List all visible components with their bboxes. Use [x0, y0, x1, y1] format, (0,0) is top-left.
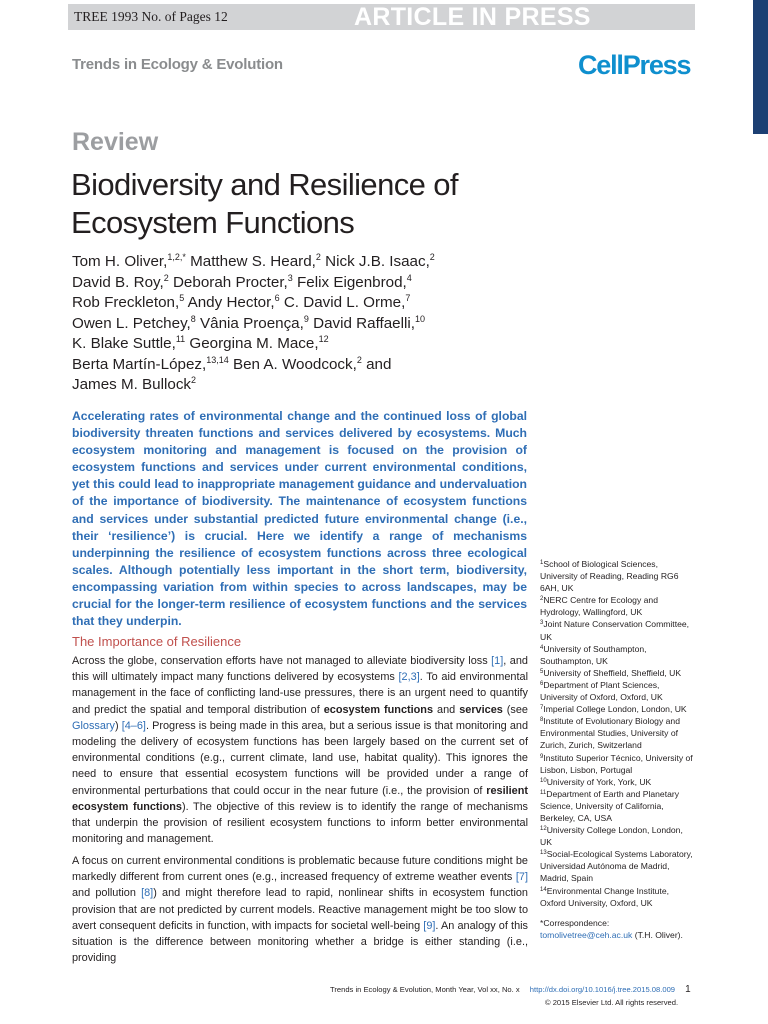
title-line-2: Ecosystem Functions	[71, 205, 355, 240]
citation-link[interactable]: [1]	[491, 655, 504, 667]
affiliation-number: 12	[540, 826, 547, 833]
glossary-term: ecosystem functions	[323, 703, 434, 716]
author-affiliation-marker: 13,14	[206, 354, 229, 365]
author-name: Felix Eigenbrod,	[297, 273, 407, 291]
footer-doi-link[interactable]: http://dx.doi.org/10.1016/j.tree.2015.08.009	[529, 985, 676, 994]
footer-citation: Trends in Ecology & Evolution, Month Year, Vol xx, No. x	[330, 985, 520, 994]
affiliation-number: 7	[540, 705, 544, 712]
section-heading: The Importance of Resilience	[72, 634, 242, 649]
affiliation-text: University College London, London, UK	[540, 825, 683, 848]
paragraph-text: and pollution	[72, 887, 142, 900]
affiliation-item	[540, 715, 695, 751]
author-name: Nick J.B. Isaac,	[325, 253, 430, 270]
paragraph-text: . Progress is being made in this area, but a serious issue is that monitoring and modeling the delivery of ecosystem functions has been largely based on the current set of environmental conditions (e.g., current climate, land use, habitat quality). This ignores the need to ensure that essential ecosystem functions will be provided under a range of environmental perturbations that could occur in the near future (i.e., the provision of	[72, 719, 528, 797]
title-line-1: Biodiversity and Resilience of	[71, 167, 458, 202]
author-affiliation-marker: 8	[190, 313, 196, 324]
affiliation-text: University of Southampton, Southampton, UK	[540, 643, 647, 666]
affiliation-item	[540, 667, 695, 679]
affiliation-number: 5	[540, 668, 544, 675]
author-name: Georgina M. Mace,	[189, 335, 319, 352]
affiliation-number: 11	[540, 789, 547, 796]
affiliation-item	[540, 824, 695, 848]
affiliation-text: University of York, York, UK	[546, 776, 652, 787]
author-affiliation-marker: 1,2,*	[167, 252, 186, 262]
affiliation-number: 4	[540, 644, 544, 651]
body-paragraph-2	[72, 853, 528, 966]
citation-link[interactable]: [9]	[423, 919, 436, 932]
author-affiliation-marker: 12	[318, 334, 329, 344]
author-name: K. Blake Suttle,	[72, 335, 176, 352]
article-type: Review	[72, 128, 159, 156]
affiliation-number: 1	[540, 560, 544, 566]
author-name: Deborah Procter,	[172, 273, 288, 291]
author-affiliation-marker: 2	[163, 272, 169, 283]
author-name: Berta Martín-López,	[72, 355, 207, 373]
affiliation-text: Institute of Evolutionary Biology and Environmental Studies, University of Zurich, Zurich, Switzerland	[540, 716, 680, 751]
tree-label: TREE 1993 No. of Pages 12	[74, 9, 228, 24]
article-status-bar	[68, 4, 695, 30]
author-affiliation-marker: 5	[179, 293, 185, 303]
affiliation-number: 2	[540, 596, 544, 603]
body-paragraph-1	[72, 653, 528, 847]
author-name: James M. Bullock	[72, 376, 192, 393]
article-title	[71, 166, 591, 242]
author-affiliation-marker: 3	[287, 272, 293, 283]
author-affiliation-marker: 6	[274, 293, 280, 303]
affiliation-item	[540, 703, 695, 715]
author-affiliation-marker: 11	[175, 334, 186, 344]
paragraph-text: and	[433, 703, 460, 716]
citation-link[interactable]: [2,3]	[398, 671, 420, 684]
affiliation-number: 9	[540, 753, 544, 760]
affiliation-text: University of Sheffield, Sheffield, UK	[543, 667, 682, 678]
abstract: Accelerating rates of environmental change and the continued loss of global biodiversity threaten functions and services delivered by ecosystems. Much ecosystem monitoring and management is focused on the provision of ecosystem functions and services under current environmental conditions, yet this could lead to inappropriate management guidance and undervaluation of the importance of biodiversity. The maintenance of ecosystem functions and services under substantial predicted future environmental change (i.e., their ‘resilience’) is crucial. Here we identify a range of mechanisms underpinning the resilience of ecosystem functions across three ecological scales. Although potentially less important in the short term, biodiversity, encompassing variation from within species to across landscapes, may be crucial for the longer-term resilience of ecosystem functions and the services that they underpin.	[72, 409, 527, 629]
correspondence-name: (T.H. Oliver).	[632, 929, 683, 940]
author-name: Vânia Proença,	[200, 314, 304, 332]
correspondence-label: *Correspondence:	[540, 917, 610, 928]
affiliation-text: School of Biological Sciences, University of Reading, Reading RG6 6AH, UK	[540, 559, 679, 594]
paragraph-text: ). The objective of this review is to identify the range of mechanisms that underpin the provision of resilient ecosystem functions to inform better environmental monitoring and management.	[72, 800, 528, 846]
paragraph-text: )	[114, 719, 122, 732]
paragraph-text: A focus on current environmental conditions is problematic because future conditions might be markedly different from current ones (e.g., increased frequency of extreme weather events	[72, 855, 528, 884]
affiliation-text: Instituto Superior Técnico, University of Lisbon, Lisbon, Portugal	[540, 752, 693, 775]
author-name: David B. Roy,	[72, 273, 164, 291]
affiliation-number: 8	[540, 717, 544, 724]
footer-citation-line	[330, 984, 691, 995]
affiliation-item	[540, 594, 695, 618]
affiliation-text: Social-Ecological Systems Laboratory, Universidad Autónoma de Madrid, Madrid, Spain	[540, 849, 693, 884]
author-name: Andy Hector,	[187, 294, 275, 311]
affiliation-text: Department of Plant Sciences, University of Oxford, Oxford, UK	[540, 679, 663, 703]
side-tab	[753, 0, 768, 134]
author-name: Ben A. Woodcock,	[232, 355, 357, 373]
affiliation-item	[540, 558, 695, 594]
affiliation-item	[540, 885, 695, 909]
affiliation-item	[540, 643, 695, 667]
cellpress-logo: CellPress	[578, 50, 691, 80]
citation-link[interactable]: [4–6]	[121, 719, 146, 732]
affiliation-text: NERC Centre for Ecology and Hydrology, Wallingford, UK	[540, 595, 658, 618]
author-affiliation-marker: 2	[356, 354, 362, 365]
author-affiliation-marker: 4	[406, 272, 412, 283]
author-name: Tom H. Oliver,	[72, 253, 168, 270]
affiliation-list	[540, 558, 695, 909]
author-name: Rob Freckleton,	[72, 294, 180, 311]
author-affiliation-marker: 7	[405, 293, 411, 303]
paragraph-text: , and this will ultimately impact many functions delivered by ecosystems	[72, 655, 528, 684]
affiliation-text: Environmental Change Institute, Oxford University, Oxford, UK	[540, 885, 669, 908]
affiliation-text: Department of Earth and Planetary Science, University of California, Berkeley, CA, USA	[540, 788, 680, 823]
glossary-term: services	[459, 703, 503, 716]
author-affiliation-marker: 2	[429, 252, 435, 262]
author-name: Owen L. Petchey,	[72, 314, 191, 332]
author-name: David Raffaelli,	[313, 314, 415, 332]
affiliation-number: 10	[540, 777, 547, 784]
author-affiliation-marker: 2	[191, 375, 197, 385]
correspondence-email[interactable]: tomolivetree@ceh.ac.uk	[540, 929, 633, 940]
paragraph-text: ) and might therefore lead to rapid, nonlinear shifts in ecosystem function provision that are not predicted by current models. Reactive management might be too slow to avert consequent deficits in function, with impacts for societal well-being	[72, 887, 528, 932]
correspondence	[540, 929, 695, 941]
affiliation-number: 13	[540, 850, 547, 857]
author-affiliation-marker: 9	[303, 313, 309, 324]
citation-link[interactable]: [8]	[141, 887, 154, 900]
affiliation-item	[540, 848, 695, 884]
author-list	[72, 252, 512, 396]
affiliation-item	[540, 776, 695, 788]
citation-link[interactable]: [7]	[515, 871, 528, 884]
affiliations	[540, 558, 695, 941]
footer-copyright: © 2015 Elsevier Ltd. All rights reserved.	[545, 998, 679, 1007]
affiliation-item	[540, 788, 695, 824]
glossary-term: resilient ecosystem functions	[72, 784, 528, 813]
affiliation-number: 3	[540, 620, 544, 627]
paragraph-text: Across the globe, conservation efforts have not managed to alleviate biodiversity loss	[72, 655, 492, 667]
paragraph-text: . An analogy of this situation is the difference between monitoring whether a bridge is either standing (i.e., providing	[72, 919, 528, 965]
author-affiliation-marker: 10	[414, 313, 425, 324]
author-name: and	[366, 355, 392, 373]
page-number: 1	[685, 984, 691, 995]
affiliation-number: 14	[540, 886, 547, 893]
affiliation-item	[540, 618, 695, 642]
article-in-press-label: ARTICLE IN PRESS	[354, 3, 591, 31]
author-name: C. David L. Orme,	[283, 294, 406, 311]
affiliation-text: Imperial College London, London, UK	[543, 704, 687, 715]
author-affiliation-marker: 2	[315, 252, 321, 262]
affiliation-item	[540, 752, 695, 776]
author-name: Matthew S. Heard,	[190, 253, 316, 270]
affiliation-item	[540, 679, 695, 703]
citation-link[interactable]: Glossary	[72, 719, 115, 732]
affiliation-text: Joint Nature Conservation Committee, UK	[540, 619, 690, 642]
paragraph-text: . To aid environmental management in the face of conflicting land-use pressures, there is an urgent need to quantify and predict the spatial and temporal distribution of	[72, 671, 528, 716]
paragraph-text: (see	[502, 703, 528, 716]
journal-name: Trends in Ecology & Evolution	[72, 56, 283, 73]
affiliation-number: 6	[540, 680, 544, 687]
